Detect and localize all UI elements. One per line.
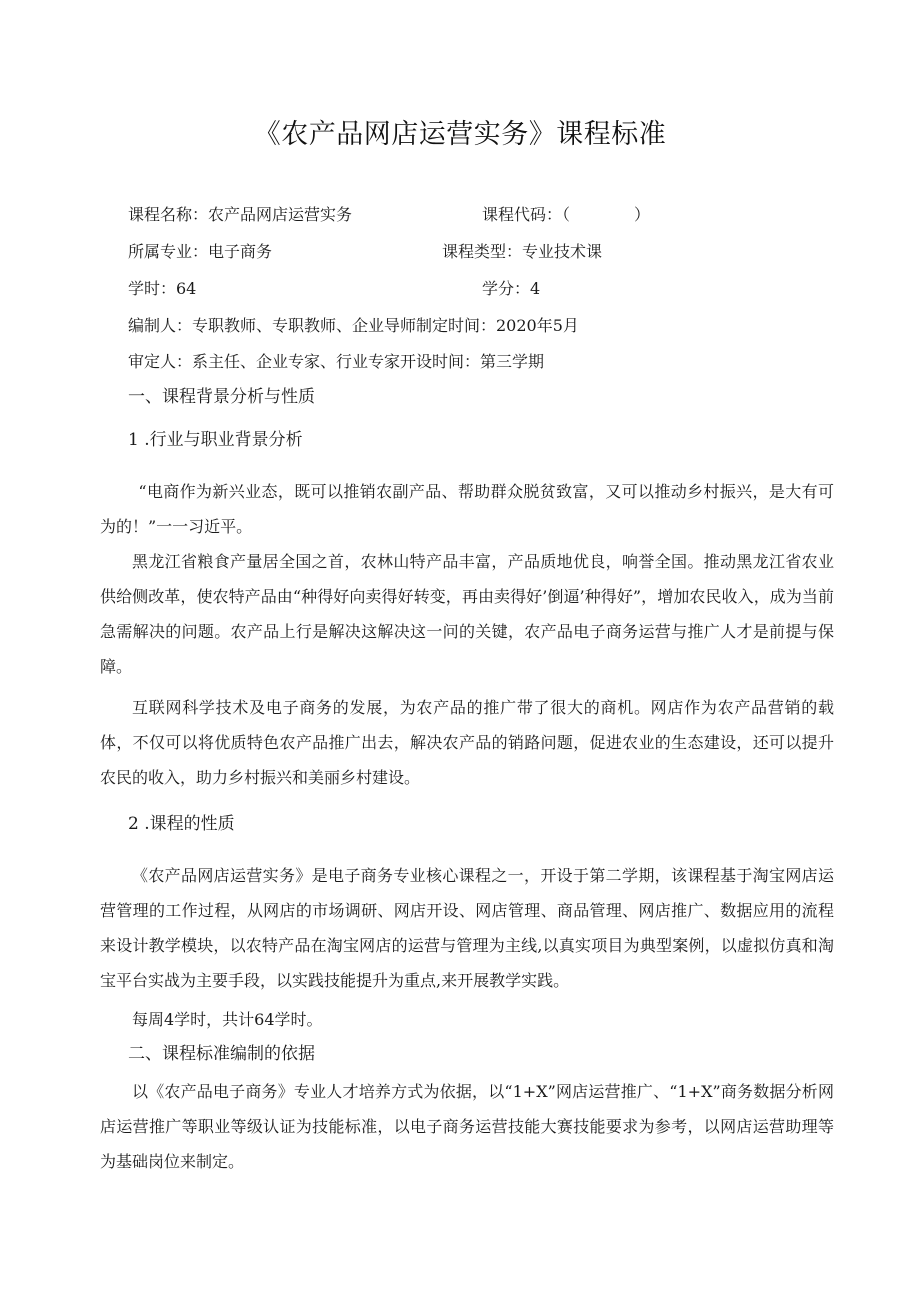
meta-row-hours <box>0 277 920 301</box>
paragraph: 《农产品网店运营实务》是电子商务专业核心课程之一，开设于第二学期，该课程基于淘宝网店运营管理的工作过程，从网店的市场调研、网店开设、网店管理、商品管理、网店推广、数据应用的流程来设计教学模块，以农特产品在淘宝网店的运营与管理为主线,以真实项目为典型案例，以虚拟仿真和淘宝平台实战为主要手段，以实践技能提升为重点,来开展教学实践。 <box>100 866 834 990</box>
section2-heading: 二、课程标准编制的依据 <box>128 1044 315 1064</box>
reviewers: 审定人：系主任、企业专家、行业专家开设时间：第三学期 <box>128 352 545 371</box>
course-name: 课程名称：农产品网店运营实务 <box>128 205 353 224</box>
course-type: 课程类型：专业技术课 <box>442 242 603 261</box>
paragraph: “电商作为新兴业态，既可以推销农副产品、帮助群众脱贫致富，又可以推动乡村振兴，是大有可为的！”一一习近平。 <box>100 482 834 536</box>
document-title: 《农产品网店运营实务》课程标准 <box>253 119 667 150</box>
credits: 学分：4 <box>482 279 541 298</box>
hours: 学时：64 <box>128 279 197 298</box>
section1-sub1-heading: 1 .行业与职业背景分析 <box>128 430 303 450</box>
editors: 编制人：专职教师、专职教师、企业导师制定时间：2020年5月 <box>128 316 579 335</box>
paragraph: 黑龙江省粮食产量居全国之首，农林山特产品丰富，产品质地优良，响誉全国。推动黑龙江省农业供给侧改革，使农特产品由“种得好向卖得好转变，再由卖得好’倒逼’种得好”，增加农民收入，成为当前急需解决的问题。农产品上行是解决这解决这一问的关键，农产品电子商务运营与推广人才是前提与保障。 <box>100 552 834 676</box>
meta-row-course <box>0 203 920 227</box>
meta-row-editors <box>0 314 920 338</box>
paragraph: 以《农产品电子商务》专业人才培养方式为依据，以“1+X”网店运营推广、“1+X”商务数据分析网店运营推广等职业等级认证为技能标准，以电子商务运营技能大赛技能要求为参考，以网店运营助理等为基础岗位来制定。 <box>100 1082 834 1171</box>
paragraph: 每周4学时，共计64学时。 <box>132 1010 323 1029</box>
course-code: 课程代码：（ ） <box>482 205 651 224</box>
major: 所属专业：电子商务 <box>128 242 273 261</box>
meta-row-major <box>0 240 920 264</box>
meta-row-reviewers <box>0 350 920 374</box>
section1-heading: 一、课程背景分析与性质 <box>128 387 315 407</box>
section1-sub2-heading: 2 .课程的性质 <box>128 814 235 834</box>
paragraph: 互联网科学技术及电子商务的发展，为农产品的推广带了很大的商机。网店作为农产品营销的载体，不仅可以将优质特色农产品推广出去，解决农产品的销路问题，促进农业的生态建设，还可以提升农民的收入，助力乡村振兴和美丽乡村建设。 <box>100 698 834 787</box>
